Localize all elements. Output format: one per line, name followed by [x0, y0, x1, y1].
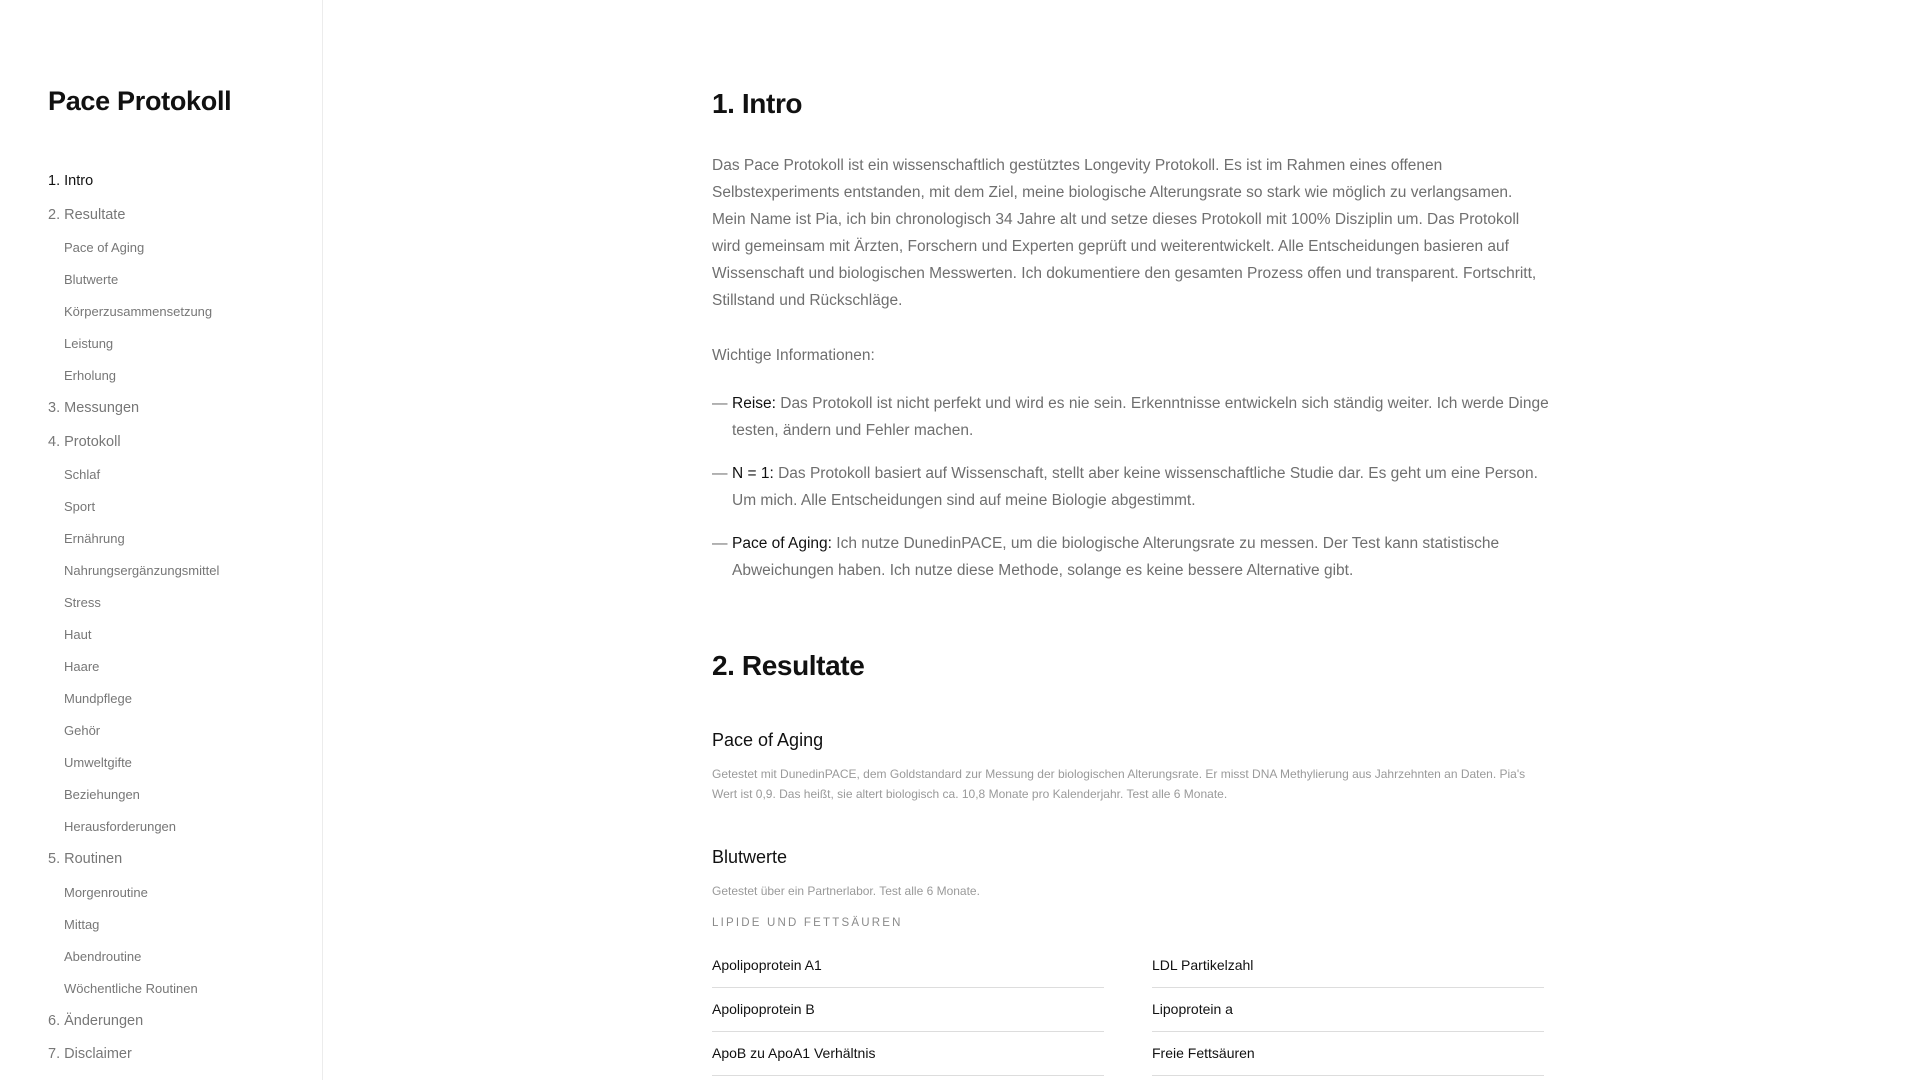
sidebar-item-gehör[interactable]: Gehör: [64, 723, 101, 738]
sidebar-item-herausforderungen[interactable]: Herausforderungen: [64, 819, 177, 834]
sidebar-item-blutwerte[interactable]: Blutwerte: [64, 272, 119, 287]
sidebar-nav-entry: [48, 555, 219, 587]
sidebar-nav-entry: [48, 973, 219, 1005]
marker-cell[interactable]: Apolipoprotein B: [712, 988, 1104, 1032]
marker-cell[interactable]: Lipoprotein a: [1152, 988, 1544, 1032]
dash-marker: —: [712, 465, 728, 482]
sidebar-nav-entry: [48, 296, 219, 328]
sidebar-item-körperzusammensetzung[interactable]: Körperzusammensetzung: [64, 304, 213, 319]
sidebar-nav-entry: [48, 683, 219, 715]
sidebar-item-nahrungsergänzungsmittel[interactable]: Nahrungsergänzungsmittel: [64, 563, 220, 578]
marker-grid: [712, 944, 1554, 1076]
sidebar-nav-entry: [48, 1005, 219, 1039]
sidebar-nav-entry: [48, 747, 219, 779]
bullet-text: Das Protokoll ist nicht perfekt und wird es nie sein. Erkenntnisse entwickeln sich ständig weiter. Ich werde Dinge testen, ändern und Fehler machen.: [732, 395, 1549, 439]
sidebar-nav-entry: [48, 843, 219, 877]
bullet-text: Das Protokoll basiert auf Wissenschaft, stellt aber keine wissenschaftliche Studie dar. Es geht um eine Person. Um mich. Alle Entscheidungen sind auf meine Biologie abgestimmt.: [732, 465, 1538, 509]
marker-cell[interactable]: Apolipoprotein A1: [712, 944, 1104, 988]
sidebar-nav-entry: [48, 811, 219, 843]
sidebar-item-erholung[interactable]: Erholung: [64, 368, 117, 383]
sidebar-nav-entry: [48, 941, 219, 973]
sidebar-item-sport[interactable]: Sport: [64, 499, 96, 514]
sidebar-nav-entry: [48, 165, 219, 199]
sidebar-item-protokoll[interactable]: 4. Protokoll: [48, 433, 121, 450]
dash-marker: —: [712, 535, 728, 552]
sidebar-nav: [48, 165, 219, 1072]
sidebar-nav-entry: [48, 523, 219, 555]
sidebar-item-schlaf[interactable]: Schlaf: [64, 467, 101, 482]
sidebar-nav-entry: [48, 426, 219, 460]
info-label: Wichtige Informationen:: [712, 347, 875, 364]
intro-heading: 1. Intro: [712, 88, 803, 119]
sidebar-item-wöchentliche-routinen[interactable]: Wöchentliche Routinen: [64, 980, 198, 996]
sidebar-item-stress[interactable]: Stress: [64, 595, 101, 610]
list-item: [712, 390, 1554, 444]
list-item: [712, 530, 1554, 584]
sidebar-item-umweltgifte[interactable]: Umweltgifte: [64, 755, 132, 770]
sidebar-item-resultate[interactable]: 2. Resultate: [48, 206, 126, 223]
sidebar-item-ernährung[interactable]: Ernährung: [64, 531, 125, 546]
sidebar-item-mittag[interactable]: Mittag: [64, 916, 100, 932]
sidebar-nav-entry: [48, 651, 219, 683]
bullet-text: Ich nutze DunedinPACE, um die biologische Alterungsrate zu messen. Der Test kann statistische Abweichungen haben. Ich nutze diese Methode, solange es keine bessere Alternative gibt.: [732, 535, 1500, 579]
sidebar-item-leistung[interactable]: Leistung: [64, 336, 114, 351]
sidebar-item-änderungen[interactable]: 6. Änderungen: [48, 1012, 144, 1029]
sidebar-nav-entry: [48, 491, 219, 523]
sidebar-nav-entry: [48, 877, 219, 909]
sidebar-nav-entry: [48, 199, 219, 233]
marker-cell[interactable]: Freie Fettsäuren: [1152, 1032, 1544, 1076]
sidebar-nav-entry: [48, 715, 219, 747]
sidebar-nav-entry: [48, 264, 219, 296]
sidebar-nav-entry: [48, 779, 219, 811]
blutwerte-title: Blutwerte: [712, 847, 788, 867]
intro-paragraph: Das Pace Protokoll ist ein wissenschaftlich gestütztes Longevity Protokoll. Es ist im Rahmen eines offenen Selbstexperiments entstanden, mit dem Ziel, meine biologische Alterungsrate so stark wie möglich zu verlangsamen. Mein Name ist Pia, ich bin chronologisch 34 Jahre alt und setze dieses Protokoll mit 100% Disziplin um. Das Protokoll wird gemeinsam mit Ärzten, Forschern und Experten geprüft und weiterentwickelt. Alle Entscheidungen basieren auf Wissenschaft und biologischen Messwerten. Ich dokumentiere den gesamten Prozess offen und transparent. Fortschritt, Stillstand und Rückschläge.: [712, 157, 1537, 309]
main-content: [712, 0, 1554, 1080]
blutwerte-note: Getestet über ein Partnerlabor. Test alle 6 Monate.: [712, 884, 980, 898]
list-item: [712, 460, 1554, 514]
sidebar-nav-entry: [48, 587, 219, 619]
sidebar-nav-entry: [48, 459, 219, 491]
sidebar-nav-entry: [48, 619, 219, 651]
sidebar-nav-entry: [48, 232, 219, 264]
marker-cell[interactable]: LDL Partikelzahl: [1152, 944, 1544, 988]
sidebar-item-disclaimer[interactable]: 7. Disclaimer: [48, 1046, 132, 1062]
sidebar-item-routinen[interactable]: 5. Routinen: [48, 851, 123, 867]
sidebar-nav-entry: [48, 328, 219, 360]
sidebar-item-mundpflege[interactable]: Mundpflege: [64, 691, 132, 706]
sidebar-item-messungen[interactable]: 3. Messungen: [48, 400, 140, 416]
site-title[interactable]: Pace Protokoll: [48, 86, 232, 116]
sidebar-nav-entry: [48, 1038, 219, 1072]
sidebar-item-pace-of-aging[interactable]: Pace of Aging: [64, 240, 145, 255]
sidebar-item-beziehungen[interactable]: Beziehungen: [64, 787, 140, 802]
sidebar-nav-entry: [48, 392, 219, 426]
category-label: LIPIDE UND FETTSÄUREN: [712, 917, 903, 929]
sidebar-item-intro[interactable]: 1. Intro: [48, 173, 94, 189]
sidebar-item-morgenroutine[interactable]: Morgenroutine: [64, 884, 148, 900]
dash-marker: —: [712, 395, 728, 412]
pace-of-aging-note: Getestet mit DunedinPACE, dem Goldstandard zur Messung der biologischen Alterungsrate. Er misst DNA Methylierung aus Jahrzehnten an Daten. Pia's Wert ist 0,9. Das heißt, sie altert biologisch ca. 10,8 Monate pro Kalenderjahr. Test alle 6 Monate.: [712, 767, 1526, 801]
info-list: [712, 390, 1554, 600]
sidebar-nav-entry: [48, 360, 219, 392]
pace-of-aging-title: Pace of Aging: [712, 730, 824, 750]
sidebar-item-abendroutine[interactable]: Abendroutine: [64, 948, 142, 964]
bullet-term: Reise:: [732, 395, 776, 412]
bullet-term: Pace of Aging:: [732, 535, 832, 552]
results-heading: 2. Resultate: [712, 650, 865, 681]
sidebar-item-haut[interactable]: Haut: [64, 627, 92, 642]
marker-cell[interactable]: ApoB zu ApoA1 Verhältnis: [712, 1032, 1104, 1076]
sidebar-nav-entry: [48, 909, 219, 941]
sidebar-item-haare[interactable]: Haare: [64, 659, 100, 674]
bullet-term: N = 1:: [732, 465, 774, 482]
sidebar: [0, 0, 323, 1080]
